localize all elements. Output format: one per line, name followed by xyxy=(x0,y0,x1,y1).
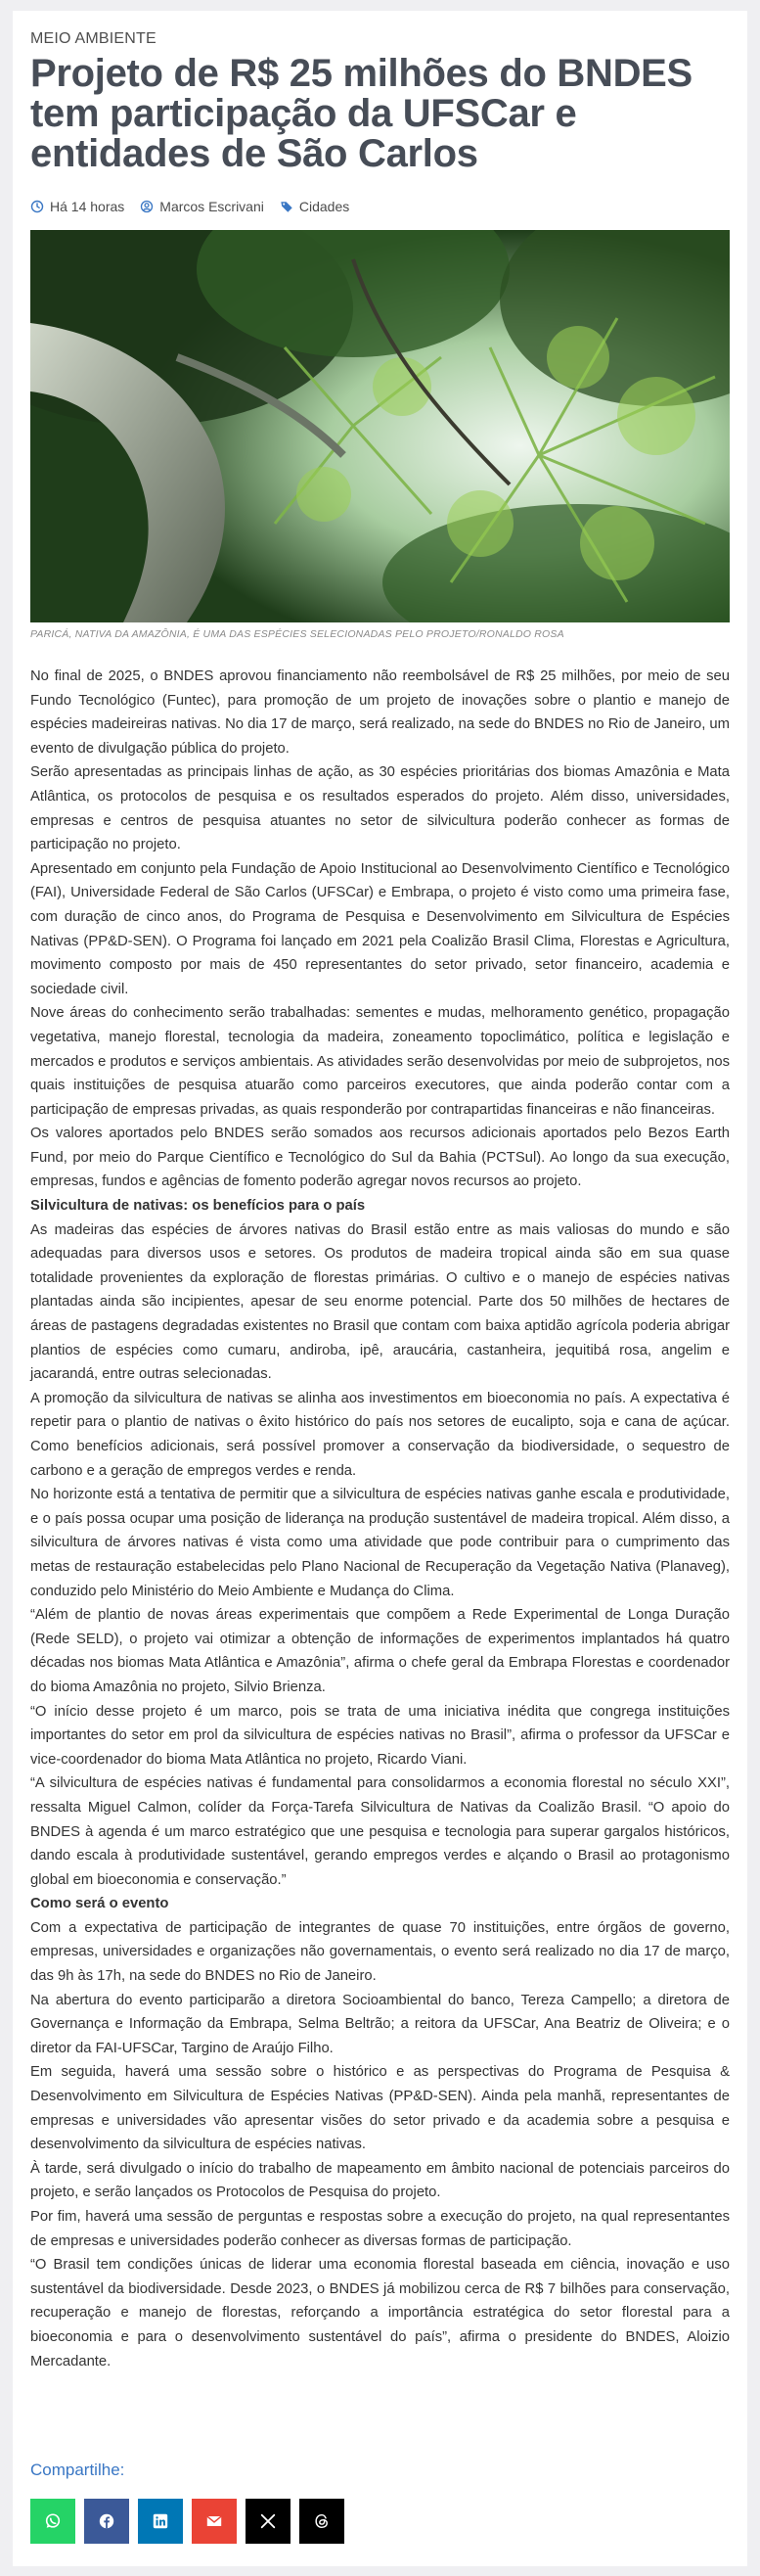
article-content xyxy=(30,30,730,2373)
section-heading: Silvicultura de nativas: os benefícios para o país xyxy=(30,1198,366,1215)
paragraph: À tarde, será divulgado o início do trabalho de mapeamento em âmbito nacional de potenciais parceiros do projeto, e serão lançados os Protocolos de Pesquisa do projeto. xyxy=(30,2160,730,2201)
quote-paragraph: “A silvicultura de espécies nativas é fundamental para consolidarmos a economia florestal no século XXI”, ressalta Miguel Calmon, colíder da Força-Tarefa Silvicultura de Nativas da Coalizão Brasil. “O apoio do BNDES à agenda é um marco estratégico que une pesquisa e tecnologia para superar gargalos históricos, dando escala à produtividade sustentável, gerando empregos verdes e alçando o Brasil ao protagonismo global em bioeconomia e conservação.” xyxy=(30,1775,730,1888)
paragraph: Nove áreas do conhecimento serão trabalhadas: sementes e mudas, melhoramento genético, propagação vegetativa, manejo florestal, tecnologia da madeira, zoneamento topoclimático, política e legislação e mercados e produtos e serviços ambientais. As atividades serão desenvolvidas por meio de subprojetos, nos quais instituições de pesquisa atuarão como parceiros executores, que ainda poderão contar com a participação de empresas privadas, as quais responderão por contrapartidas financeiras e não financeiras. xyxy=(30,1005,730,1118)
quote-paragraph: “O início desse projeto é um marco, pois se trata de uma iniciativa inédita que congrega instituições importantes do setor em prol da silvicultura de espécies nativas no Brasil”, afirma o professor da UFSCar e vice-coordenador do bioma Mata Atlântica no projeto, Ricardo Viani. xyxy=(30,1703,730,1768)
meta-section[interactable] xyxy=(280,199,349,214)
article-meta xyxy=(30,196,730,217)
paragraph: As madeiras das espécies de árvores nativas do Brasil estão entre as mais valiosas do mundo e são adequadas para diversos usos e setores. Os produtos de madeira tropical ainda são em sua quase totalidade provenientes da exploração de florestas primárias. O cultivo e o manejo de espécies nativas plantadas ainda são incipientes, apesar de seu enorme potencial. Parte dos 50 milhões de hectares de áreas de pastagens degradadas existentes no Brasil que contam com baixa aptidão agrícola poderia abrigar plantios de espécies como cumaru, andiroba, ipê, araucária, castanheira, jequitibá rosa, angelim e jacarandá, entre outras selecionadas. xyxy=(30,1221,730,1383)
linkedin-share-button[interactable] xyxy=(138,2499,183,2544)
article-body xyxy=(30,665,730,2373)
meta-time-text: Há 14 horas xyxy=(50,199,125,214)
paragraph: Apresentado em conjunto pela Fundação de Apoio Institucional ao Desenvolvimento Científico e Tecnológico (FAI), Universidade Federal de São Carlos (UFSCar) e Embrapa, o projeto é visto como uma primeira fase, com duração de cinco anos, do Programa de Pesquisa e Desenvolvimento em Silvicultura de Espécies Nativas (PP&D-SEN). O Programa foi lançado em 2021 pela Coalizão Brasil Clima, Florestas e Agricultura, movimento composto por mais de 450 representantes do setor privado, setor financeiro, academia e sociedade civil. xyxy=(30,860,730,997)
paragraph: Por fim, haverá uma sessão de perguntas e respostas sobre a execução do projeto, na qual representantes de empresas e universidades poderão conhecer as diversas formas de participação. xyxy=(30,2209,730,2249)
paragraph: Serão apresentadas as principais linhas de ação, as 30 espécies prioritárias dos biomas Amazônia e Mata Atlântica, os protocolos de pesquisa e os resultados esperados do projeto. Além disso, universidades, empresas e centros de pesquisa atuantes no setor de silvicultura poderão conhecer as formas de participação no projeto. xyxy=(30,764,730,853)
share-label: Compartilhe: xyxy=(30,2461,125,2479)
clock-icon xyxy=(30,200,44,213)
linkedin-icon xyxy=(152,2512,169,2530)
category-label[interactable]: MEIO AMBIENTE xyxy=(30,30,156,47)
paragraph: Os valores aportados pelo BNDES serão somados aos recursos adicionais aportados pelo Bezos Earth Fund, por meio do Parque Científico e Tecnológico do Sul da Bahia (PCTSul). Ao longo da sua execução, empresas, fundos e agências de fomento poderão agregar novos recursos ao projeto. xyxy=(30,1126,730,1190)
facebook-share-button[interactable] xyxy=(84,2499,129,2544)
x-icon xyxy=(259,2512,277,2530)
paragraph: Na abertura do evento participarão a diretora Socioambiental do banco, Tereza Campello; a diretora de Governança e Informação da Embrapa, Selma Beltrão; a reitora da UFSCar, Ana Beatriz de Oliveira; e o diretor da FAI-UFSCar, Targino de Araújo Filho. xyxy=(30,1992,730,2056)
paragraph: Com a expectativa de participação de integrantes de quase 70 instituições, entre órgãos de governo, empresas, universidades e organizações não governamentais, o evento será realizado no dia 17 de março, das 9h às 17h, na sede do BNDES no Rio de Janeiro. xyxy=(30,1919,730,1985)
quote-paragraph: “O Brasil tem condições únicas de liderar uma economia florestal baseada em ciência, inovação e uso sustentável da biodiversidade. Desde 2023, o BNDES já mobilizou cerca de R$ 7 bilhões para conservação, recuperação e manejo de florestas, reforçando a importância estratégica do setor florestal para a bioeconomia e para o desenvolvimento sustentável do país”, afirma o presidente do BNDES, Aloizio Mercadante. xyxy=(30,2257,730,2369)
threads-share-button[interactable] xyxy=(299,2499,344,2544)
x-share-button[interactable] xyxy=(246,2499,291,2544)
article-image xyxy=(30,230,730,622)
meta-author[interactable] xyxy=(140,199,264,214)
paragraph: No horizonte está a tentativa de permitir que a silvicultura de espécies nativas ganhe escala e produtividade, e o país possa ocupar uma posição de liderança na produção sustentável de madeira tropical. Além disso, a silvicultura de árvores nativas é vista como uma atividade que pode contribuir para o cumprimento das metas de restauração estabelecidas pelo Plano Nacional de Recuperação da Vegetação Nativa (Planaveg), conduzido pelo Ministério do Meio Ambiente e Mudança do Clima. xyxy=(30,1487,730,1599)
paragraph: Em seguida, haverá uma sessão sobre o histórico e as perspectivas do Programa de Pesquisa & Desenvolvimento em Silvicultura de Espécies Nativas (PP&D-SEN). Ainda pela manhã, representantes de empresas e universidades vão apresentar visões do setor privado e da academia sobre a pesquisa e desenvolvimento da silvicultura de espécies nativas. xyxy=(30,2064,730,2153)
whatsapp-share-button[interactable] xyxy=(30,2499,75,2544)
facebook-icon xyxy=(98,2512,115,2530)
quote-paragraph: “Além de plantio de novas áreas experimentais que compõem a Rede Experimental de Longa Duração (Rede SELD), o projeto vai otimizar a obtenção de informações de experimentos implantados há quatro décadas nos biomas Mata Atlântica e Amazônia”, afirma o chefe geral da Embrapa Florestas e coordenador do bioma Amazônia no projeto, Silvio Brienza. xyxy=(30,1607,730,1695)
meta-author-text[interactable]: Marcos Escrivani xyxy=(159,199,264,214)
meta-section-text[interactable]: Cidades xyxy=(298,199,350,214)
email-icon xyxy=(205,2512,223,2530)
image-caption: PARICÁ, NATIVA DA AMAZÔNIA, É UMA DAS ESPÉCIES SELECIONADAS PELO PROJETO/RONALDO ROSA xyxy=(30,628,564,640)
paragraph: A promoção da silvicultura de nativas se alinha aos investimentos em bioeconomia no país. A expectativa é repetir para o plantio de nativas o êxito histórico do país nos setores de eucalipto, soja e cana de açúcar. Como benefícios adicionais, será possível promover a conservação da biodiversidade, o sequestro de carbono e a geração de empregos verdes e renda. xyxy=(30,1390,730,1479)
paragraph: No final de 2025, o BNDES aprovou financiamento não reembolsável de R$ 25 milhões, por meio de seu Fundo Tecnológico (Funtec), para promoção de um projeto de inovações sobre o plantio e manejo de espécies madeireiras nativas. No dia 17 de março, será realizado, na sede do BNDES no Rio de Janeiro, um evento de divulgação pública do projeto. xyxy=(30,668,730,757)
article-title: Projeto de R$ 25 milhões do BNDES tem participação da UFSCar e entidades de São Carlos xyxy=(30,52,693,175)
section-heading: Como será o evento xyxy=(30,1896,169,1912)
meta-time xyxy=(30,199,124,214)
article-card xyxy=(13,11,747,2566)
user-icon xyxy=(140,200,154,213)
email-share-button[interactable] xyxy=(192,2499,237,2544)
threads-icon xyxy=(313,2512,331,2530)
whatsapp-icon xyxy=(44,2512,62,2530)
tag-icon xyxy=(280,200,293,213)
share-buttons xyxy=(30,2499,344,2544)
